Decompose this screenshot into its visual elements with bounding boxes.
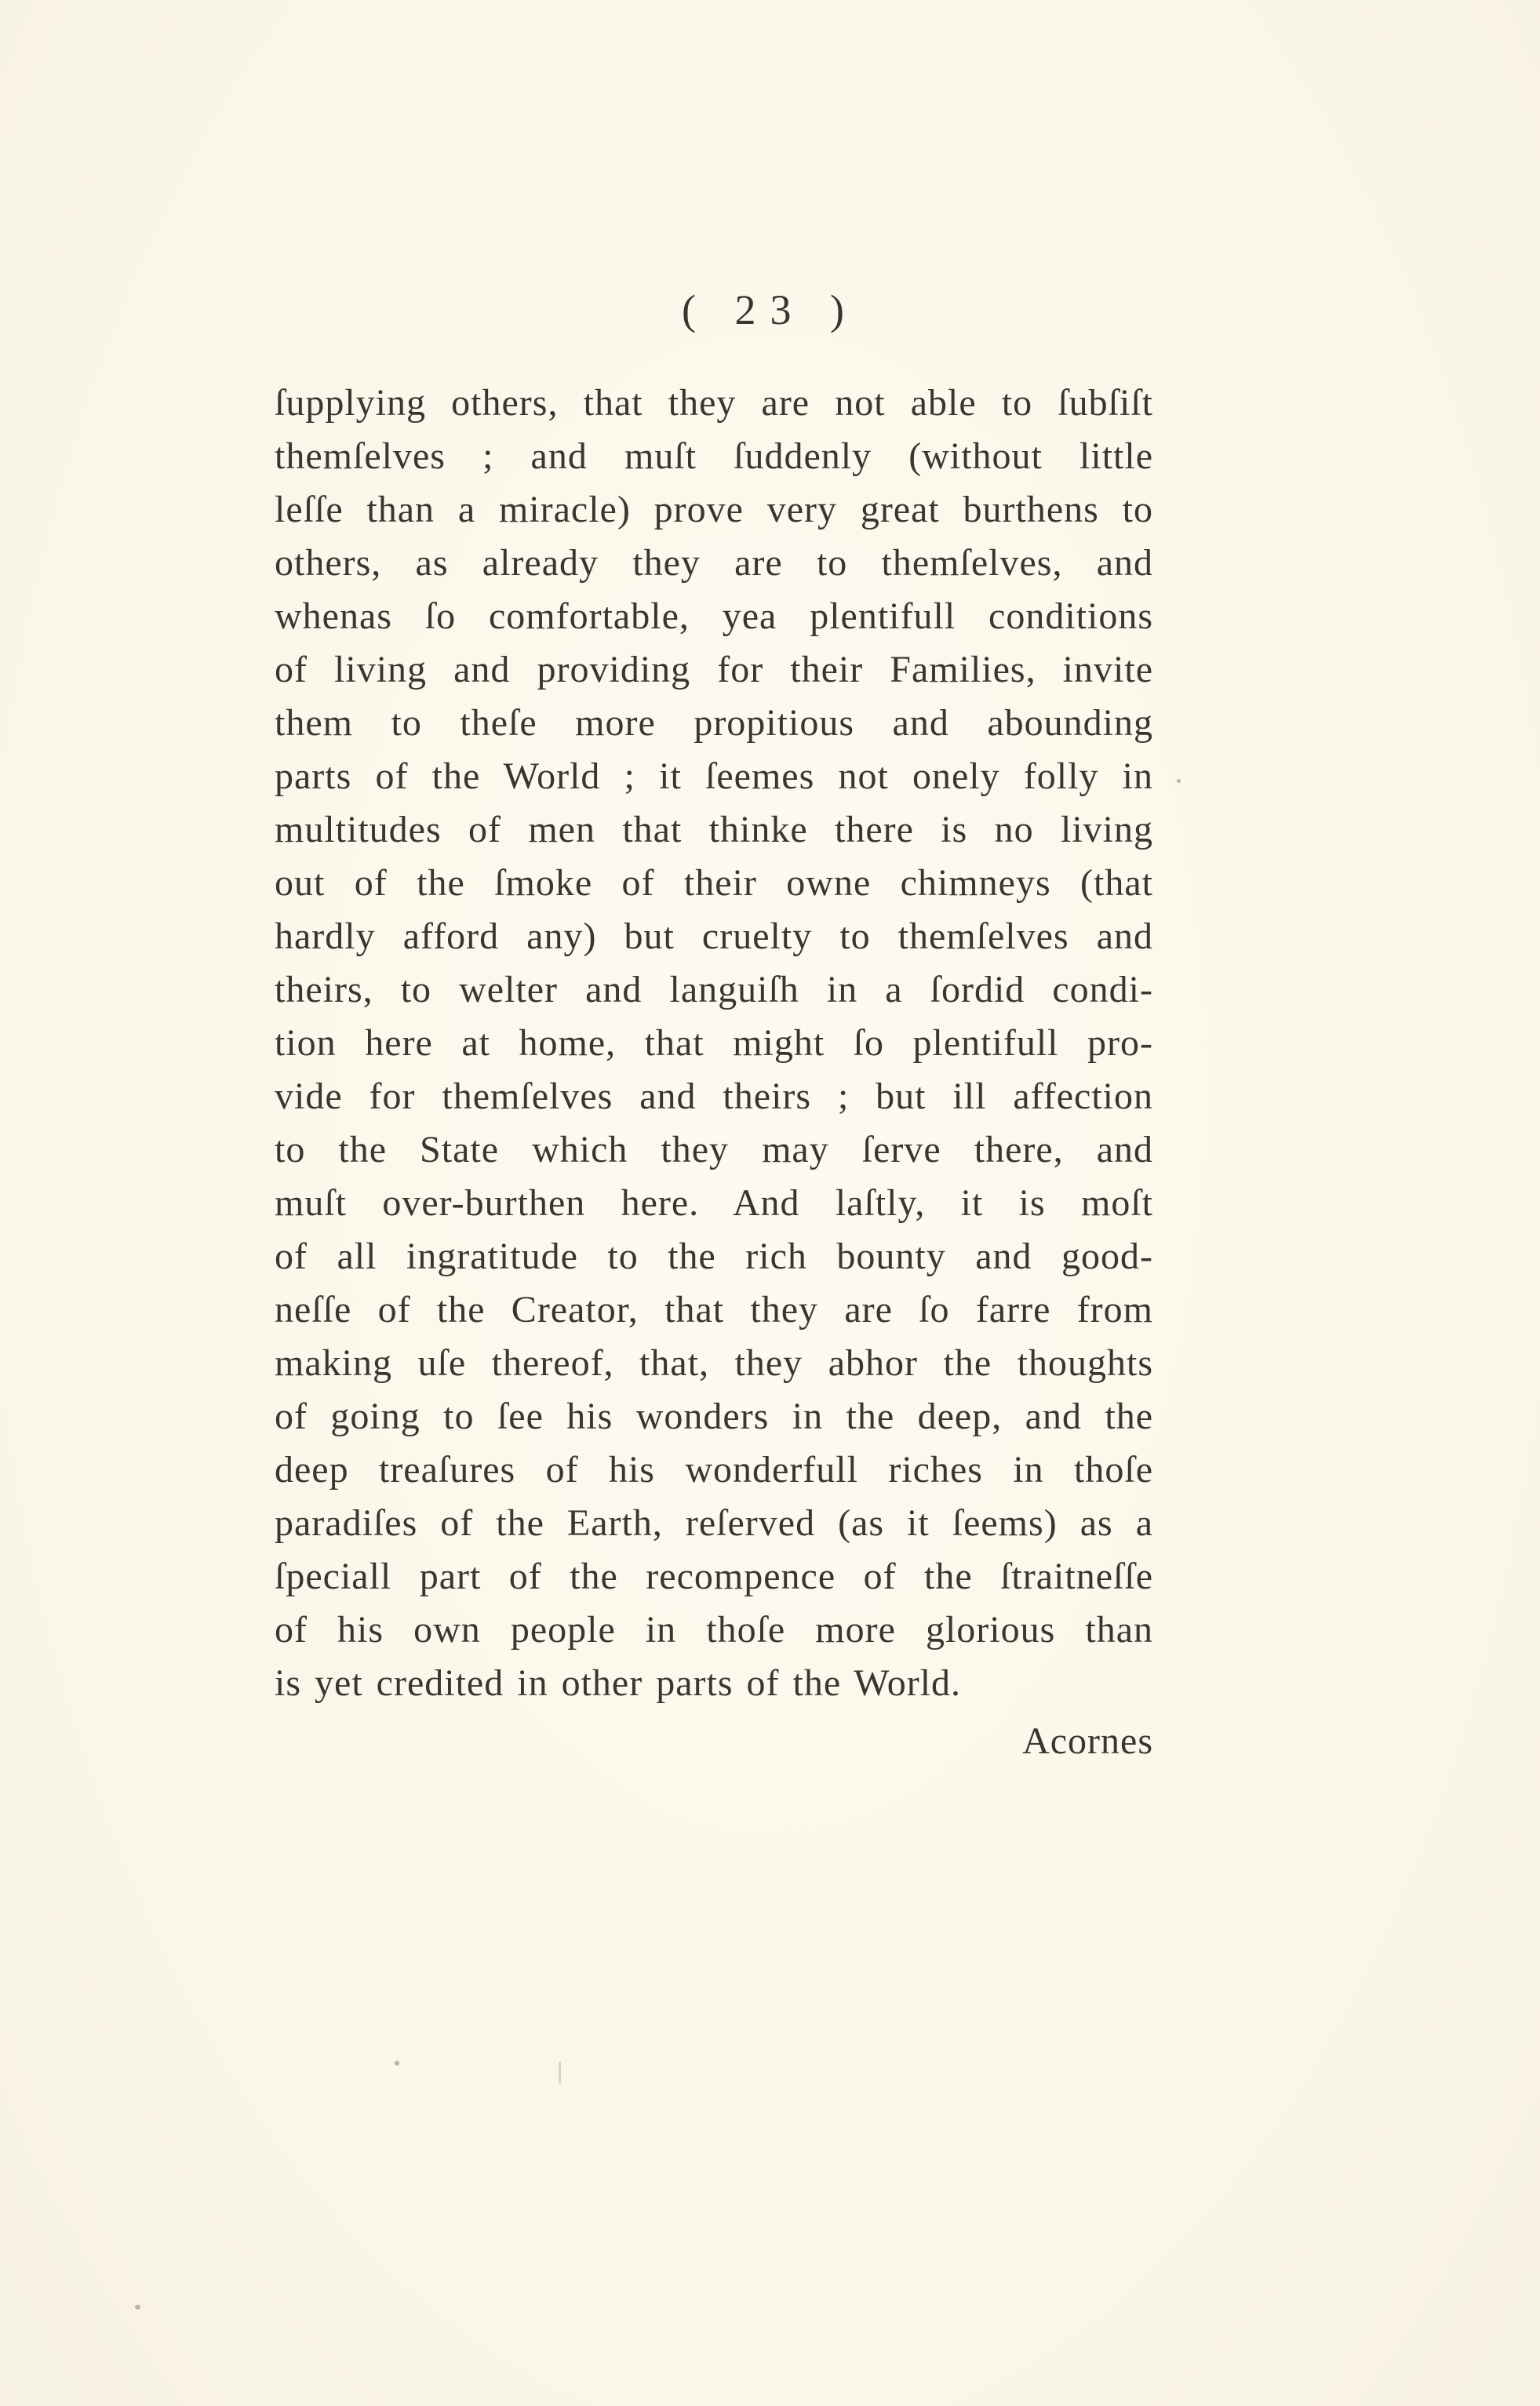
text-line-13: tion here at home, that might ſo plentifull pro- [275,1022,1153,1064]
text-line-23: ſpeciall part of the recompence of the ſtraitneſſe [275,1556,1153,1597]
text-line-16: muſt over-burthen here. And laſtly, it is moſt [275,1182,1153,1224]
text-line-3: leſſe than a miracle) prove very great burthens to [275,489,1153,530]
text-line-18: neſſe of the Creator, that they are ſo farre from [275,1289,1153,1330]
text-line-22: paradiſes of the Earth, reſerved (as it ſeems) as a [275,1502,1153,1544]
text-line-20: of going to ſee his wonders in the deep, and the [275,1396,1153,1437]
text-line-8: parts of the World ; it ſeemes not onely folly in [275,755,1153,797]
text-line-24: of his own people in thoſe more glorious than [275,1609,1153,1651]
text-line-4: others, as already they are to themſelves, and [275,542,1153,584]
paper-speck [395,2061,399,2066]
text-line-17: of all ingratitude to the rich bounty and good- [275,1236,1153,1277]
text-line-19: making uſe thereof, that, they abhor the thoughts [275,1342,1153,1384]
paper-speck [135,2305,140,2310]
paper-speck [1177,779,1181,783]
text-line-6: of living and providing for their Families, invite [275,649,1153,690]
text-line-10: out of the ſmoke of their owne chimneys (that [275,862,1153,904]
text-line-25: is yet credited in other parts of the World. [275,1662,962,1704]
text-line-2: themſelves ; and muſt ſuddenly (without little [275,435,1153,477]
text-line-21: deep treaſures of his wonderfull riches in thoſe [275,1449,1153,1491]
page-number: ( 23 ) [682,286,858,333]
catchword: Acornes [1022,1720,1153,1762]
paper-speck [559,2062,561,2084]
text-line-12: theirs, to welter and languiſh in a ſordid condi- [275,969,1153,1010]
text-line-14: vide for themſelves and theirs ; but ill affection [275,1076,1153,1117]
body-text [275,377,1153,1710]
text-line-1: ſupplying others, that they are not able to ſubſiſt [275,382,1153,424]
text-line-7: them to theſe more propitious and abounding [275,702,1153,744]
text-line-15: to the State which they may ſerve there, and [275,1129,1153,1170]
text-line-9: multitudes of men that thinke there is no living [275,809,1153,850]
text-line-5: whenas ſo comfortable, yea plentifull conditions [275,595,1153,637]
text-line-11: hardly afford any) but cruelty to themſelves and [275,915,1153,957]
